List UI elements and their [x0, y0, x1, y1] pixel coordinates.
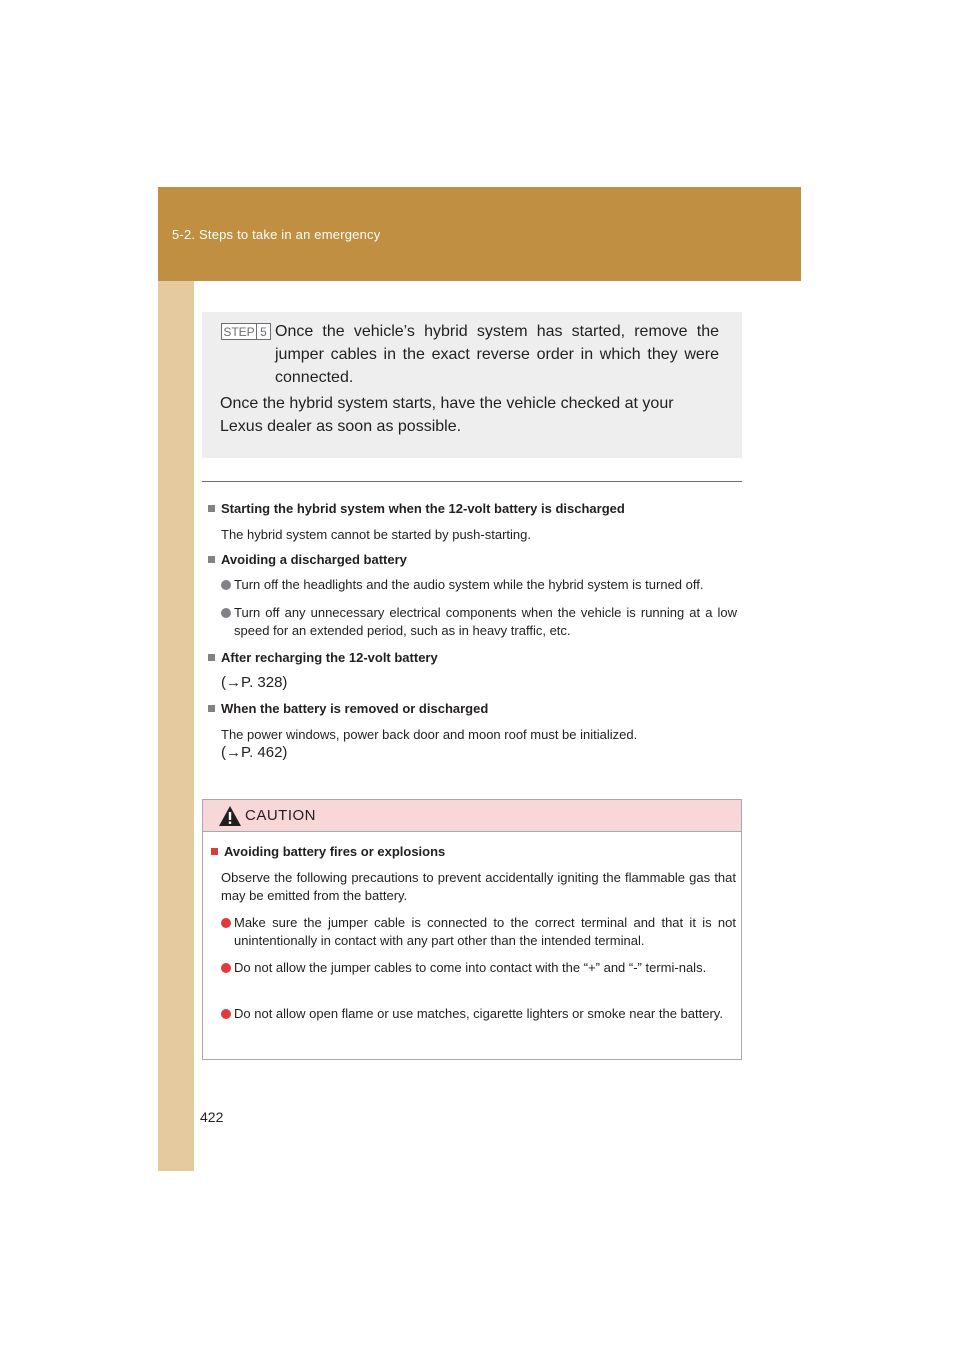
list-item-text: Turn off any unnecessary electrical components when the vehicle is running at a low speed for an extended period, such as in heavy traffic, etc. — [234, 605, 737, 638]
step-badge — [221, 323, 271, 340]
section-title-text: Avoiding a discharged battery — [221, 552, 407, 567]
circle-bullet-icon — [221, 918, 231, 928]
circle-bullet-icon — [221, 963, 231, 973]
section-header-title: 5-2. Steps to take in an emergency — [172, 227, 381, 242]
section-title-text: After recharging the 12-volt battery — [221, 650, 438, 665]
step-note: Once the hybrid system starts, have the vehicle checked at your Lexus dealer as soon as possible. — [220, 395, 674, 435]
square-bullet-icon — [208, 556, 215, 563]
caution-intro: Observe the following precautions to prevent accidentally igniting the flammable gas that may be emitted from the battery. — [221, 870, 736, 903]
caution-subtitle — [211, 844, 445, 859]
section-title-starting — [208, 501, 625, 516]
list-item-text: Make sure the jumper cable is connected to the correct terminal and that it is not unintentionally in contact with any part other than the intended terminal. — [234, 915, 736, 948]
caution-header — [203, 800, 741, 832]
page-reference: (→P. 328) — [221, 674, 288, 691]
section-title-avoiding — [208, 552, 407, 567]
circle-bullet-icon — [221, 608, 231, 618]
step-badge-label: STEP — [222, 324, 257, 339]
square-bullet-icon — [208, 505, 215, 512]
section-title-text: When the battery is removed or discharged — [221, 701, 489, 716]
circle-bullet-icon — [221, 580, 231, 590]
square-bullet-icon — [208, 705, 215, 712]
side-strip — [158, 281, 194, 1171]
list-item — [221, 604, 737, 642]
circle-bullet-icon — [221, 1009, 231, 1019]
caution-subtitle-text: Avoiding battery fires or explosions — [224, 844, 446, 859]
list-item — [221, 1005, 736, 1043]
section-body-removed: The power windows, power back door and moon roof must be initialized. — [221, 727, 638, 742]
section-title-removed — [208, 701, 488, 716]
caution-title: CAUTION — [245, 807, 316, 824]
section-body-starting: The hybrid system cannot be started by push-starting. — [221, 527, 531, 542]
list-item-text: Do not allow open flame or use matches, cigarette lighters or smoke near the battery. — [234, 1006, 723, 1021]
list-item — [221, 959, 736, 997]
list-item-text: Do not allow the jumper cables to come into contact with the “+” and “-” termi-nals. — [234, 960, 707, 975]
step-badge-number: 5 — [260, 325, 267, 339]
section-title-recharging — [208, 650, 438, 665]
square-bullet-icon — [208, 654, 215, 661]
square-bullet-icon — [211, 848, 218, 855]
caution-box — [202, 799, 742, 1060]
page-reference: (→P. 462) — [221, 744, 288, 761]
divider — [202, 481, 742, 482]
section-title-text: Starting the hybrid system when the 12-volt battery is discharged — [221, 501, 625, 516]
list-item-text: Turn off the headlights and the audio system while the hybrid system is turned off. — [234, 577, 704, 592]
warning-triangle-icon — [218, 805, 242, 827]
step-instruction: Once the vehicle’s hybrid system has started, remove the jumper cables in the exact reverse order in which they were connected. — [275, 323, 719, 386]
list-item — [221, 914, 736, 952]
page-number: 422 — [200, 1109, 224, 1125]
list-item — [221, 576, 737, 596]
